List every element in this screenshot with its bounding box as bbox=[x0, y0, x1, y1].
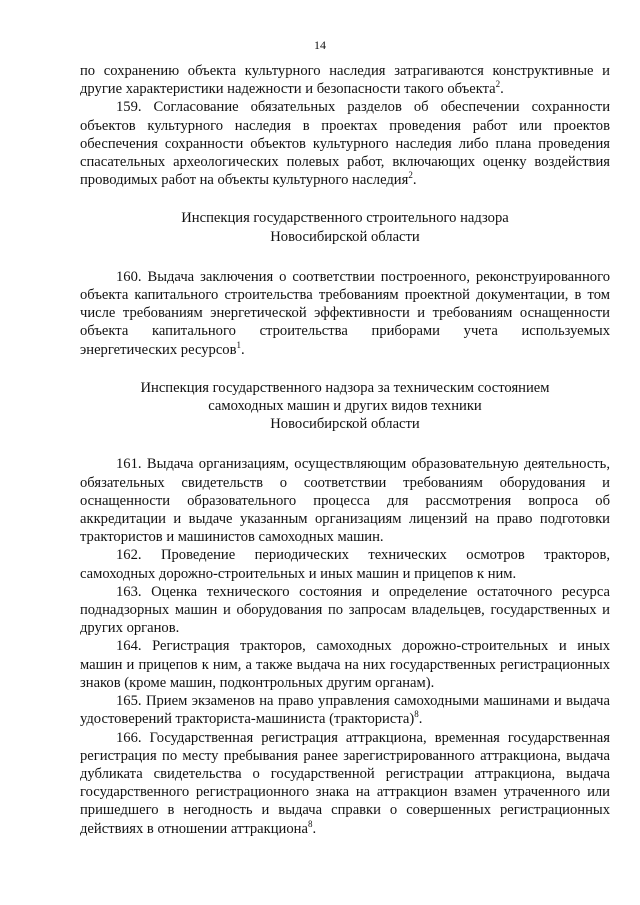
item-159-text: 159. Согласование обязательных разделов об обеспечении сохранности объектов культурного наследия в проектах проведения работ или проектов обеспечения сохранности объектов культурного наследия либо плана проведения спасательных археологических полевых работ, включающих оценку воздействия проводимых работ на объекты культурного наследия bbox=[80, 99, 610, 189]
paragraph-item-164: 164. Регистрация тракторов, самоходных дорожно-строительных и иных машин и прицепов к ним, а также выдача на них государственных регистрационных знаков (кроме машин, подконтрольных другим органам). bbox=[80, 638, 610, 691]
paragraph-item-161: 161. Выдача организациям, осуществляющим образовательную деятельность, обязательных свидетельств о соответствии требованиям оборудования и оснащенности образовательного процесса для рассмотрения вопроса об аккредитации и выдаче указанным организациям лицензий на право подготовки трактористов и машинистов самоходных машин. bbox=[80, 456, 610, 546]
section-heading-machinery-inspection bbox=[80, 379, 610, 434]
item-160-text: 160. Выдача заключения о соответствии построенного, реконструированного объекта капитального строительства требованиям проектной документации, в том числе требованиям энергетической эффективности и требованиям оснащенности объекта капитального строительства приборами учета используемых энергетических ресурсов bbox=[80, 268, 610, 358]
paragraph-item-162: 162. Проведение периодических технических осмотров тракторов, самоходных дорожно-строительных и иных машин и прицепов к ним. bbox=[80, 547, 610, 582]
footnote-ref: 1 bbox=[236, 339, 241, 350]
footnote-ref: 2 bbox=[495, 79, 501, 90]
heading-line: Новосибирской области bbox=[270, 228, 420, 245]
heading-line: самоходных машин и других видов техники bbox=[208, 398, 482, 415]
paragraph-item-163: 163. Оценка технического состояния и определение остаточного ресурса поднадзорных машин и оборудования по запросам владельцев, государственных и других органов. bbox=[80, 583, 610, 637]
heading-line: Новосибирской области bbox=[270, 416, 420, 433]
footnote-ref: 2 bbox=[408, 170, 413, 181]
footnote-ref: 8 bbox=[307, 818, 313, 829]
item-165-text: 165. Прием экзаменов на право управления самоходными машинами и выдача удостоверений тракториста-машиниста (тракториста) bbox=[80, 693, 610, 728]
paragraph-item-160: 160. Выдача заключения о соответствии построенного, реконструированного объекта капитального строительства требованиям проектной документации, в том числе требованиям энергетической эффективности и требованиям оснащенности объекта капитального строительства приборами учета используемых энергетических ресурсов$^1$. bbox=[80, 268, 610, 358]
heading-line: Инспекция государственного строительного надзора bbox=[181, 210, 509, 227]
paragraph-continuation-text: по сохранению объекта культурного наследия затрагиваются конструктивные и другие характеристики надежности и безопасности такого объекта bbox=[80, 63, 610, 98]
section-heading-construction-inspection bbox=[80, 209, 610, 245]
footnote-ref: 8 bbox=[414, 709, 419, 720]
heading-line: Инспекция государственного надзора за техническим состоянием bbox=[140, 379, 550, 396]
paragraph-item-159: 159. Согласование обязательных разделов об обеспечении сохранности объектов культурного наследия в проектах проведения работ или проектов обеспечения сохранности объектов культурного наследия либо плана проведения спасательных археологических полевых работ, включающих оценку воздействия проводимых работ на объекты культурного наследия$^2$. bbox=[80, 99, 610, 189]
page-number: 14 bbox=[314, 38, 326, 52]
paragraph-continuation: по сохранению объекта культурного наследия затрагиваются конструктивные и другие характеристики надежности и безопасности такого объекта$^2$. bbox=[80, 63, 610, 98]
item-166-text: 166. Государственная регистрация аттракциона, временная государственная регистрация по месту пребывания ранее зарегистрированного аттракциона, выдача дубликата свидетельства о государственной регистрации аттракциона, выдача государственного регистрационного знака на аттракцион взамен утраченного или пришедшего в негодность и выдача справки о совершенных регистрационных действиях в отношении аттракциона bbox=[80, 729, 610, 837]
paragraph-item-165: 165. Прием экзаменов на право управления самоходными машинами и выдача удостоверений тракториста-машиниста (тракториста)$^8$. bbox=[80, 693, 610, 728]
paragraph-item-166: 166. Государственная регистрация аттракциона, временная государственная регистрация по месту пребывания ранее зарегистрированного аттракциона, выдача дубликата свидетельства о государственной регистрации аттракциона, выдача государственного регистрационного знака на аттракцион взамен утраченного или пришедшего в негодность и выдача справки о совершенных регистрационных действиях в отношении аттракциона$^8$. bbox=[80, 729, 610, 837]
document-body bbox=[80, 62, 610, 838]
